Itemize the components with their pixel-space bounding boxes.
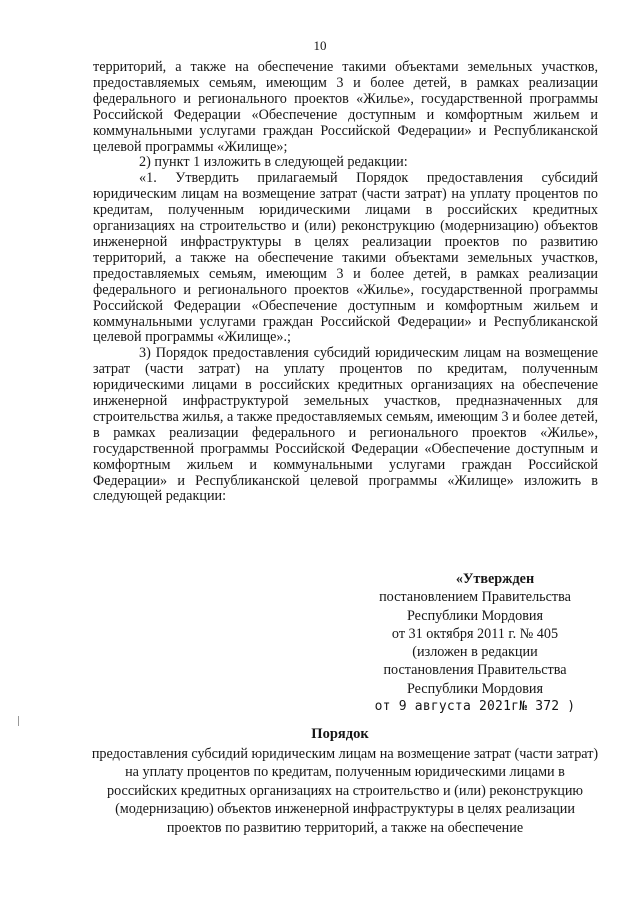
- approval-line: постановления Правительства: [383, 662, 567, 679]
- approval-heading: «Утвержден: [455, 571, 535, 587]
- approval-line: постановлением Правительства: [379, 589, 571, 606]
- body-text: [93, 60, 598, 505]
- approval-block: [330, 570, 620, 716]
- approval-line: от 31 октября 2011 г. № 405: [391, 625, 559, 642]
- page-number: 10: [313, 38, 327, 53]
- document-title: Порядок: [311, 726, 369, 742]
- paragraph-continuation: территорий, а также на обеспечение такими объектами земельных участков, предоставляемых семьям, имеющим 3 и более детей, в рамках реализации федерального и регионального проектов «Жилье», государственной программы Российской Федерации «Обеспечение доступным и комфортным жильем и коммунальными услугами граждан Российской Федерации» и Республиканской целевой программы «Жилище»;: [93, 59, 598, 155]
- approval-line: (изложен в редакции: [412, 644, 538, 661]
- document-subtitle: предоставления субсидий юридическим лицам на возмещение затрат (части затрат) на уплату процентов по кредитам, полученным юридическими лицами в российских кредитных организациях на строительство и (или) реконструкцию (модернизацию) объектов инженерной инфраструктуры в целях реализации проектов по развитию территорий, а также на обеспечение: [91, 746, 599, 836]
- approval-line: Республики Мордовия: [406, 607, 544, 624]
- paragraph-item-1-new-wording: «1. Утвердить прилагаемый Порядок предоставления субсидий юридическим лицам на возмещение затрат (части затрат) на уплату процентов по кредитам, полученным юридическими лицами в российских кредитных организациях на строительство и (или) реконструкцию (модернизацию) объектов инженерной инфраструктуры в целях реализации проектов по развитию территорий, а также на обеспечение такими объектами земельных участков, предоставляемых семьям, имеющим 3 и более детей, в рамках реализации федерального и регионального проектов «Жилье», государственной программы Российской Федерации «Обеспечение доступным и комфортным жильем и коммунальными услугами граждан Российской Федерации» и Республиканской целевой программы «Жилище».;: [93, 170, 598, 346]
- paragraph-item-2: 2) пункт 1 изложить в следующей редакции:: [139, 154, 408, 171]
- approval-line: Республики Мордовия: [406, 680, 544, 697]
- approval-date-stamp: от 9 августа 2021г№ 372 ): [374, 699, 576, 715]
- paragraph-item-3: 3) Порядок предоставления субсидий юридическим лицам на возмещение затрат (части затрат) на уплату процентов по кредитам, полученным юридическими лицами в российских кредитных организациях на обеспечение инженерной инфраструктурой земельных участков, предназначенных для строительства жилья, а также предоставляемых семьям, имеющим 3 и более детей, в рамках реализации федерального и регионального проектов «Жилье», государственной программы Российской Федерации «Обеспечение доступным и комфортным жильем и коммунальными услугами граждан Российской Федерации» и Республиканской целевой программы «Жилище» изложить в следующей редакции:: [93, 345, 598, 505]
- margin-mark: [18, 716, 19, 726]
